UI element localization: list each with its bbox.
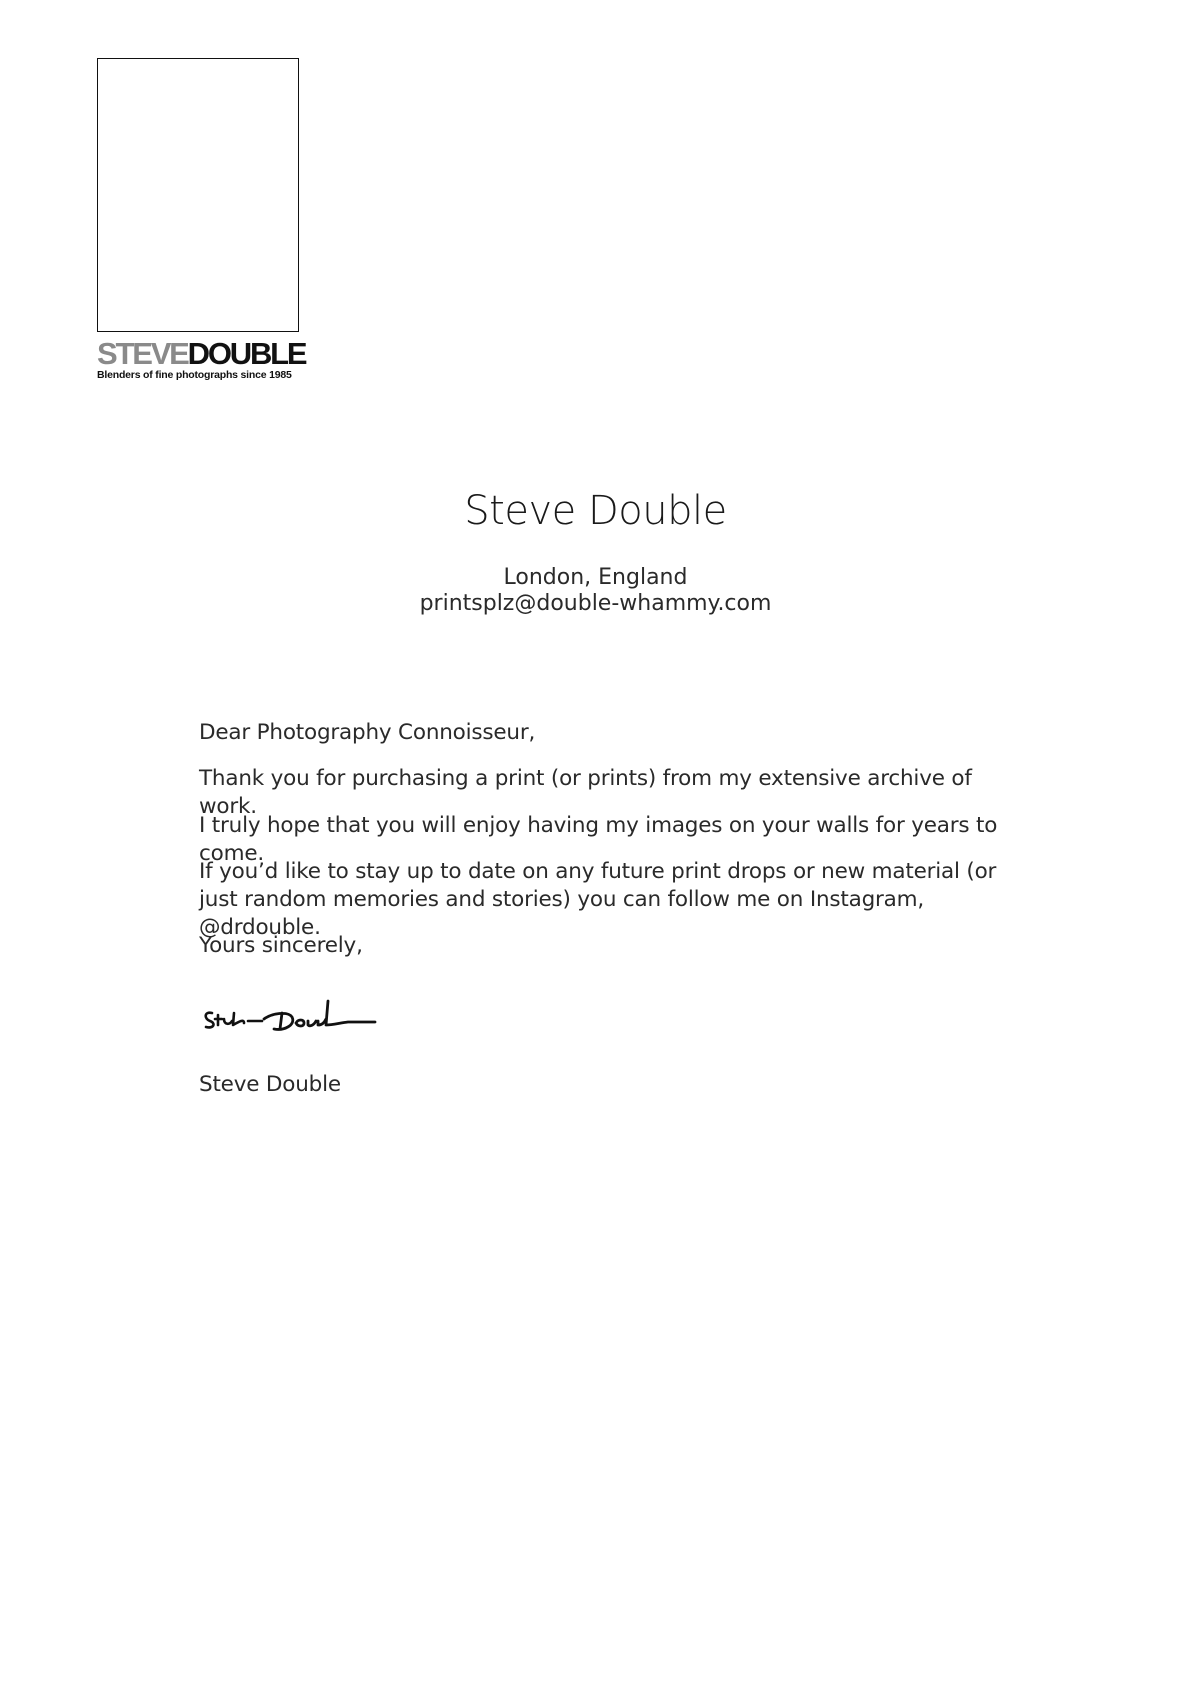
logo-frame (97, 58, 299, 332)
sender-name: Steve Double (464, 488, 727, 534)
sender-location: London, England (503, 565, 688, 590)
logo-tagline: Blenders of fine photographs since 1985 (97, 369, 292, 381)
salutation: Dear Photography Connoisseur, (199, 720, 536, 745)
sender-email: printsplz@double-whammy.com (419, 591, 772, 616)
handwritten-signature (200, 995, 380, 1035)
logo (97, 58, 306, 381)
signature-name: Steve Double (199, 1072, 341, 1097)
logo-wordmark (97, 336, 306, 371)
paragraph: If you’d like to stay up to date on any future print drops or new material (or just random memories and stories) you can follow me on Instagram, @drdouble. (199, 859, 997, 940)
logo-wordmark-double: DOUBLE (187, 336, 306, 371)
logo-wordmark-steve: STEVE (97, 336, 188, 371)
paragraph: Thank you for purchasing a print (or prints) from my extensive archive of work. (199, 766, 972, 819)
closing: Yours sincerely, (199, 933, 363, 958)
paragraph: I truly hope that you will enjoy having my images on your walls for years to come. (199, 813, 998, 866)
